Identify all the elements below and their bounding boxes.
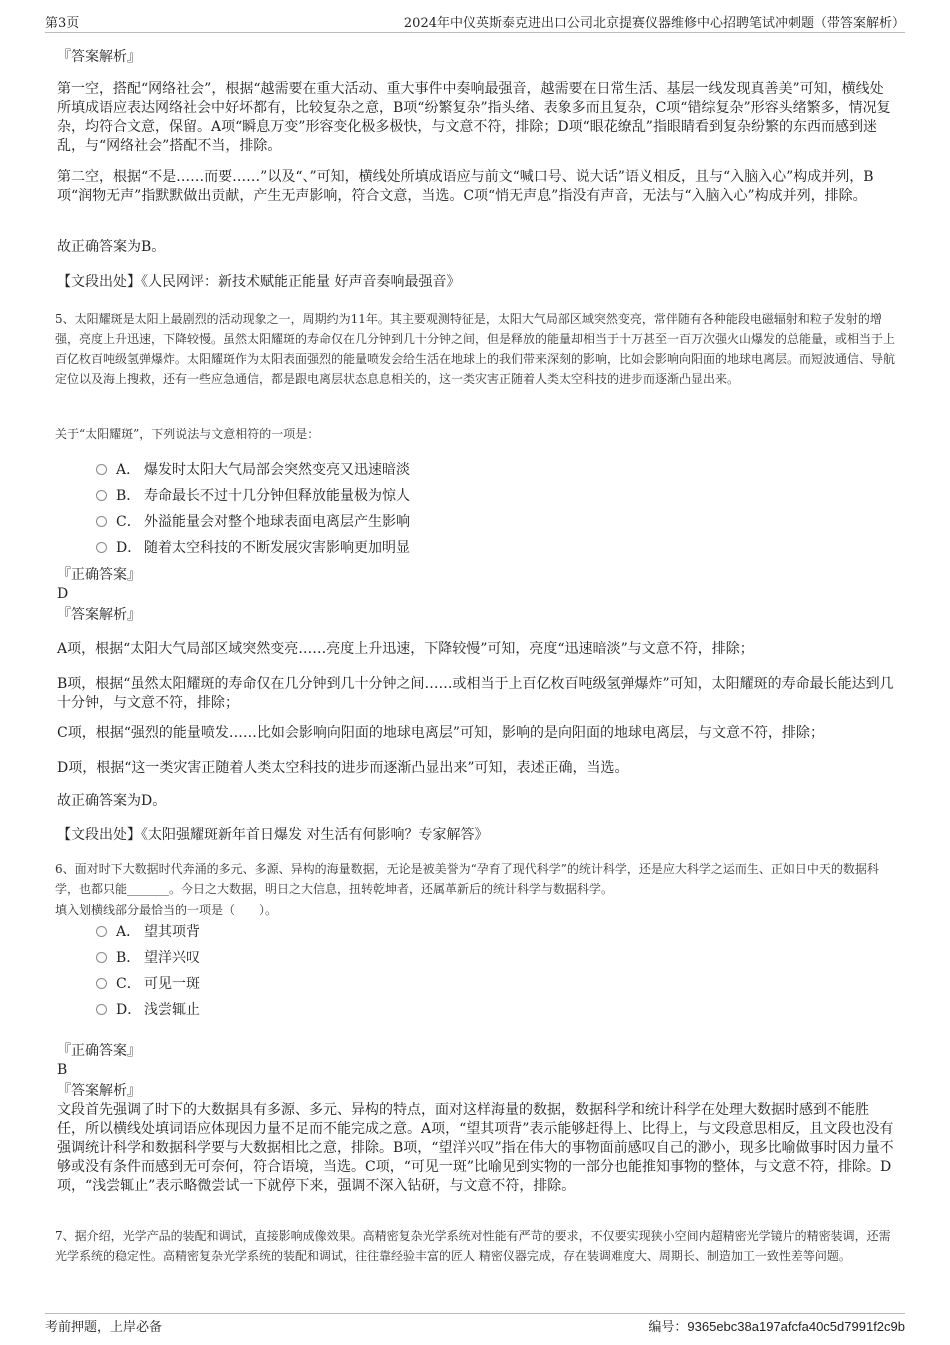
q6-correct-label: 『正确答案』 xyxy=(57,1043,141,1059)
q6-option-a[interactable]: A． 望其项背 xyxy=(96,922,200,942)
radio-icon[interactable] xyxy=(96,1004,107,1015)
radio-icon[interactable] xyxy=(96,490,107,501)
radio-icon[interactable] xyxy=(96,542,107,553)
q4-analysis-label: 『答案解析』 xyxy=(57,49,141,65)
q6-analysis: 文段首先强调了时下的大数据具有多源、多元、异构的特点，面对这样海量的数据，数据科学和统计科学在处理大数据时感到不能胜任，所以横线处填词语应体现因力量不足而不能完成之意。A项，“望其项背”表示能够赶得上、比得上，与文段意思相反，且文段也没有强调统计科学和数据科学要与大数据相比之意，排除。B项，“望洋兴叹”指在伟大的事物面前感叹自己的渺小，现多比喻做事时因力量不够或没有条件而感到无可奈何，符合语境，当选。C项，“可见一斑”比喻见到实物的一部分也能推知事物的整体，与文意不符，排除。D项，“浅尝辄止”表示略微尝试一下就停下来，强调不深入钻研，与文意不符，排除。 xyxy=(57,1102,894,1194)
q5-analysis-label: 『答案解析』 xyxy=(57,607,141,623)
q5-correct-answer: D xyxy=(57,586,69,602)
radio-icon[interactable] xyxy=(96,952,107,963)
q6-analysis-label: 『答案解析』 xyxy=(57,1083,141,1099)
footer-id: 编号：9365ebc38a197afcfa40c5d7991f2c9b xyxy=(648,1319,905,1334)
q5-analysis-b: B项，根据“虽然太阳耀斑的寿命仅在几分钟到几十分钟之间……或相当于上百亿枚百吨级氢弹爆炸”可知，太阳耀斑的寿命最长能达到几十分钟，与文意不符，排除； xyxy=(57,676,894,711)
page-footer xyxy=(45,1313,905,1338)
q5-conclusion: 故正确答案为D。 xyxy=(57,793,167,809)
q5-question: 关于“太阳耀斑”，下列说法与文意相符的一项是： xyxy=(55,427,320,441)
q6-passage: 6、面对时下大数据时代奔涌的多元、多源、异构的海量数据，无论是被美誉为“孕育了现代科学”的统计科学，还是应大科学之运而生、正如日中天的数据科学，也都只能_______。今日之大数据，明日之大信息，扭转乾坤者，还属革新后的统计科学与数据科学。 xyxy=(55,862,879,896)
footer-slogan: 考前押题，上岸必备 xyxy=(45,1320,163,1335)
q5-option-d[interactable]: D． 随着太空科技的不断发展灾害影响更加明显 xyxy=(96,538,410,558)
q6-option-d[interactable]: D． 浅尝辄止 xyxy=(96,1000,200,1020)
q6-option-c[interactable]: C． 可见一斑 xyxy=(96,974,200,994)
q5-correct-label: 『正确答案』 xyxy=(57,567,141,583)
radio-icon[interactable] xyxy=(96,516,107,527)
radio-icon[interactable] xyxy=(96,926,107,937)
q5-analysis-c: C项，根据“强烈的能量喷发……比如会影响向阳面的地球电离层”可知，影响的是向阳面的地球电离层，与文意不符，排除； xyxy=(57,725,825,741)
q5-analysis-d: D项，根据“这一类灾害正随着人类太空科技的进步而逐渐凸显出来”可知，表述正确，当选。 xyxy=(57,760,629,776)
q6-option-b[interactable]: B． 望洋兴叹 xyxy=(96,948,200,968)
q5-option-c[interactable]: C． 外溢能量会对整个地球表面电离层产生影响 xyxy=(96,512,410,532)
q6-question: 填入划横线部分最恰当的一项是（ ）。 xyxy=(55,903,278,917)
q5-source: 【文段出处】《太阳强耀斑新年首日爆发 对生活有何影响？专家解答》 xyxy=(57,827,489,843)
q4-analysis-p1: 第一空，搭配“网络社会”，根据“越需要在重大活动、重大事件中奏响最强音，越需要在日常生活、基层一线发现真善美”可知，横线处所填成语应表达网络社会中好坏都有，比较复杂之意，B项“纷繁复杂”指头绪、表象多而且复杂，C项“错综复杂”形容头绪繁多，情况复杂，均符合文意，保留。A项“瞬息万变”形容变化极多极快，与文意不符，排除；D项“眼花缭乱”指眼睛看到复杂纷繁的东西而感到迷乱，与“网络社会”搭配不当，排除。 xyxy=(57,81,891,154)
q4-analysis-p2: 第二空，根据“不是……而要……”以及“、”可知，横线处所填成语应与前文“喊口号、说大话”语义相反，且与“入脑入心”构成并列，B项“润物无声”指默默做出贡献，产生无声影响，符合文意，当选。C项“悄无声息”指没有声音，无法与“入脑入心”构成并列，排除。 xyxy=(57,169,874,204)
document-title: 2024年中仪英斯泰克进出口公司北京提赛仪器维修中心招聘笔试冲刺题（带答案解析） xyxy=(403,16,905,31)
q4-source: 【文段出处】《人民网评：新技术赋能正能量 好声音奏响最强音》 xyxy=(57,274,461,290)
radio-icon[interactable] xyxy=(96,978,107,989)
q7-passage: 7、据介绍，光学产品的装配和调试，直接影响成像效果。高精密复杂光学系统对性能有严苛的要求，不仅要实现狭小空间内超精密光学镜片的精密装调，还需 光学系统的稳定性。高精密复杂光学系统的装配和调试，往往靠经验丰富的匠人 精密仪器完成，存在装调难度大、周期长、制造加工一致性差等问题。 xyxy=(55,1229,891,1263)
q4-conclusion: 故正确答案为B。 xyxy=(57,239,166,255)
q6-correct-answer: B xyxy=(57,1062,68,1078)
q5-analysis-a: A项，根据“太阳大气局部区域突然变亮……亮度上升迅速，下降较慢”可知，亮度“迅速暗淡”与文意不符，排除； xyxy=(57,641,754,657)
radio-icon[interactable] xyxy=(96,464,107,475)
page-number: 第3页 xyxy=(45,16,80,31)
page-header xyxy=(45,10,905,33)
q5-option-a[interactable]: A． 爆发时太阳大气局部会突然变亮又迅速暗淡 xyxy=(96,460,410,480)
q5-option-b[interactable]: B． 寿命最长不过十几分钟但释放能量极为惊人 xyxy=(96,486,410,506)
q5-passage: 5、太阳耀斑是太阳上最剧烈的活动现象之一，周期约为11年。其主要观测特征是，太阳大气局部区域突然变亮，常伴随有各种能段电磁辐射和粒子发射的增强，亮度上升迅速，下降较慢。虽然太阳耀斑的寿命仅在几分钟到几十分钟之间，但是释放的能量却相当于十万甚至一百万次强火山爆发的总能量，或相当于上百亿枚百吨级氢弹爆炸。太阳耀斑作为太阳表面强烈的能量喷发会给生活在地球上的我们带来深刻的影响，比如会影响向阳面的地球电离层。而短波通信、导航定位以及海上搜救，还有一些应急通信，都是跟电离层状态息息相关的，这一类灾害正随着人类太空科技的进步而逐渐凸显出来。 xyxy=(55,312,896,386)
